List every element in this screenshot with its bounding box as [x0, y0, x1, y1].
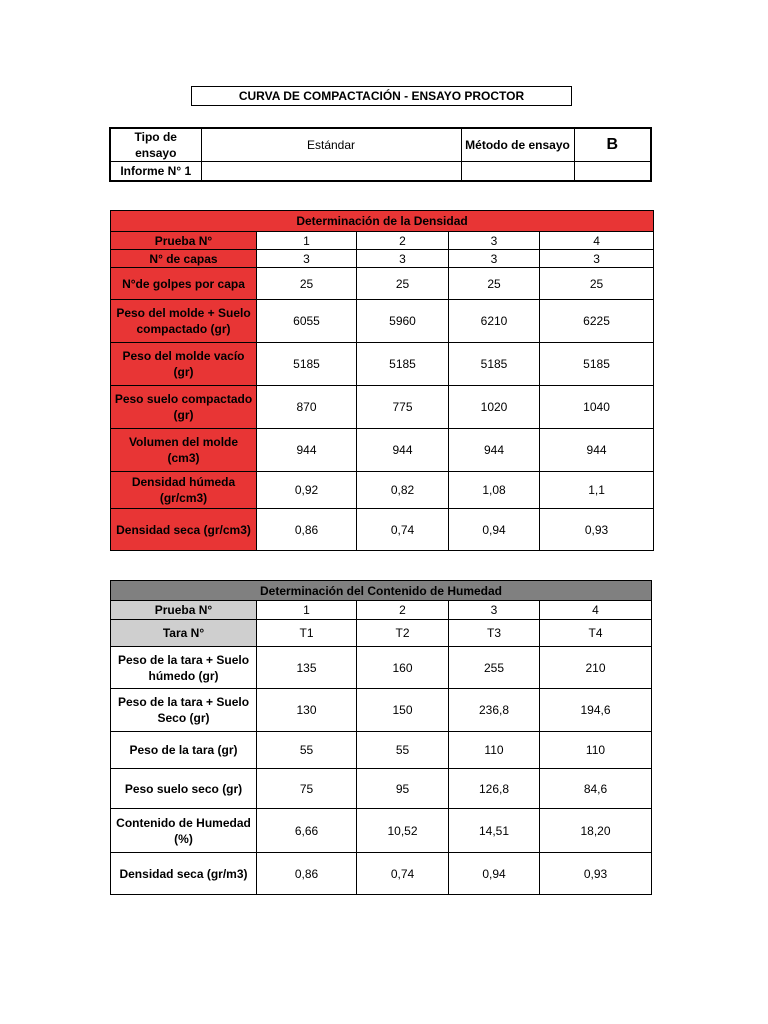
cell: 194,6 — [540, 689, 652, 732]
cell: 150 — [357, 689, 449, 732]
density-table-title: Determinación de la Densidad — [111, 211, 654, 232]
row-label: Densidad seca (gr/cm3) — [111, 509, 257, 551]
cell: 870 — [257, 386, 357, 429]
cell: 6,66 — [257, 809, 357, 853]
cell: 25 — [540, 268, 654, 300]
cell: 0,93 — [540, 509, 654, 551]
cell: 4 — [540, 601, 652, 620]
cell: 3 — [540, 250, 654, 268]
density-table — [110, 210, 654, 551]
cell: 1020 — [449, 386, 540, 429]
empty-cell — [574, 162, 651, 181]
cell: 18,20 — [540, 809, 652, 853]
cell: 3 — [257, 250, 357, 268]
cell: 10,52 — [357, 809, 449, 853]
cell: 0,86 — [257, 853, 357, 895]
cell: 55 — [357, 732, 449, 769]
page-title: CURVA DE COMPACTACIÓN - ENSAYO PROCTOR — [191, 86, 572, 106]
cell: 255 — [449, 647, 540, 689]
cell: T2 — [357, 620, 449, 647]
humidity-table-title: Determinación del Contenido de Humedad — [111, 581, 652, 601]
cell: 160 — [357, 647, 449, 689]
humidity-table — [110, 580, 652, 895]
row-label: Densidad seca (gr/m3) — [111, 853, 257, 895]
cell: 110 — [540, 732, 652, 769]
row-label: Contenido de Humedad (%) — [111, 809, 257, 853]
row-label: Prueba N° — [111, 601, 257, 620]
cell: 5185 — [357, 343, 449, 386]
empty-cell — [461, 162, 574, 181]
row-label: Peso de la tara (gr) — [111, 732, 257, 769]
cell: 0,82 — [357, 472, 449, 509]
cell: 84,6 — [540, 769, 652, 809]
row-label: Peso del molde + Suelo compactado (gr) — [111, 300, 257, 343]
cell: 1040 — [540, 386, 654, 429]
method-value: B — [574, 128, 651, 162]
cell: 130 — [257, 689, 357, 732]
row-label: Tara N° — [111, 620, 257, 647]
cell: 236,8 — [449, 689, 540, 732]
test-type-label: Tipo de ensayo — [110, 128, 201, 162]
row-label: Prueba N° — [111, 232, 257, 250]
cell: 75 — [257, 769, 357, 809]
cell: 3 — [449, 601, 540, 620]
row-label: Volumen del molde (cm3) — [111, 429, 257, 472]
row-label: Peso suelo seco (gr) — [111, 769, 257, 809]
cell: 944 — [540, 429, 654, 472]
cell: 6225 — [540, 300, 654, 343]
cell: 25 — [257, 268, 357, 300]
cell: 25 — [449, 268, 540, 300]
report-header-table — [109, 127, 652, 182]
cell: 5185 — [449, 343, 540, 386]
report-number-value — [201, 162, 461, 181]
cell: 1,1 — [540, 472, 654, 509]
row-label: Peso de la tara + Suelo húmedo (gr) — [111, 647, 257, 689]
cell: 135 — [257, 647, 357, 689]
cell: 944 — [357, 429, 449, 472]
cell: 0,86 — [257, 509, 357, 551]
cell: 0,74 — [357, 853, 449, 895]
row-label: Peso suelo compactado (gr) — [111, 386, 257, 429]
cell: 0,74 — [357, 509, 449, 551]
report-number-label: Informe N° 1 — [110, 162, 201, 181]
cell: 6055 — [257, 300, 357, 343]
row-label: Peso del molde vacío (gr) — [111, 343, 257, 386]
cell: 55 — [257, 732, 357, 769]
cell: 126,8 — [449, 769, 540, 809]
cell: 3 — [449, 232, 540, 250]
cell: 944 — [257, 429, 357, 472]
cell: 25 — [357, 268, 449, 300]
cell: T1 — [257, 620, 357, 647]
test-type-value: Estándar — [201, 128, 461, 162]
row-label: Densidad húmeda (gr/cm3) — [111, 472, 257, 509]
cell: 5185 — [257, 343, 357, 386]
cell: 6210 — [449, 300, 540, 343]
cell: T4 — [540, 620, 652, 647]
method-label: Método de ensayo — [461, 128, 574, 162]
cell: 2 — [357, 232, 449, 250]
cell: T3 — [449, 620, 540, 647]
cell: 3 — [357, 250, 449, 268]
row-label: N°de golpes por capa — [111, 268, 257, 300]
cell: 944 — [449, 429, 540, 472]
cell: 1 — [257, 601, 357, 620]
cell: 0,92 — [257, 472, 357, 509]
cell: 775 — [357, 386, 449, 429]
cell: 110 — [449, 732, 540, 769]
cell: 210 — [540, 647, 652, 689]
cell: 0,94 — [449, 853, 540, 895]
cell: 14,51 — [449, 809, 540, 853]
cell: 0,94 — [449, 509, 540, 551]
cell: 3 — [449, 250, 540, 268]
cell: 95 — [357, 769, 449, 809]
cell: 0,93 — [540, 853, 652, 895]
cell: 1,08 — [449, 472, 540, 509]
cell: 5185 — [540, 343, 654, 386]
cell: 1 — [257, 232, 357, 250]
row-label: N° de capas — [111, 250, 257, 268]
cell: 2 — [357, 601, 449, 620]
row-label: Peso de la tara + Suelo Seco (gr) — [111, 689, 257, 732]
cell: 4 — [540, 232, 654, 250]
cell: 5960 — [357, 300, 449, 343]
